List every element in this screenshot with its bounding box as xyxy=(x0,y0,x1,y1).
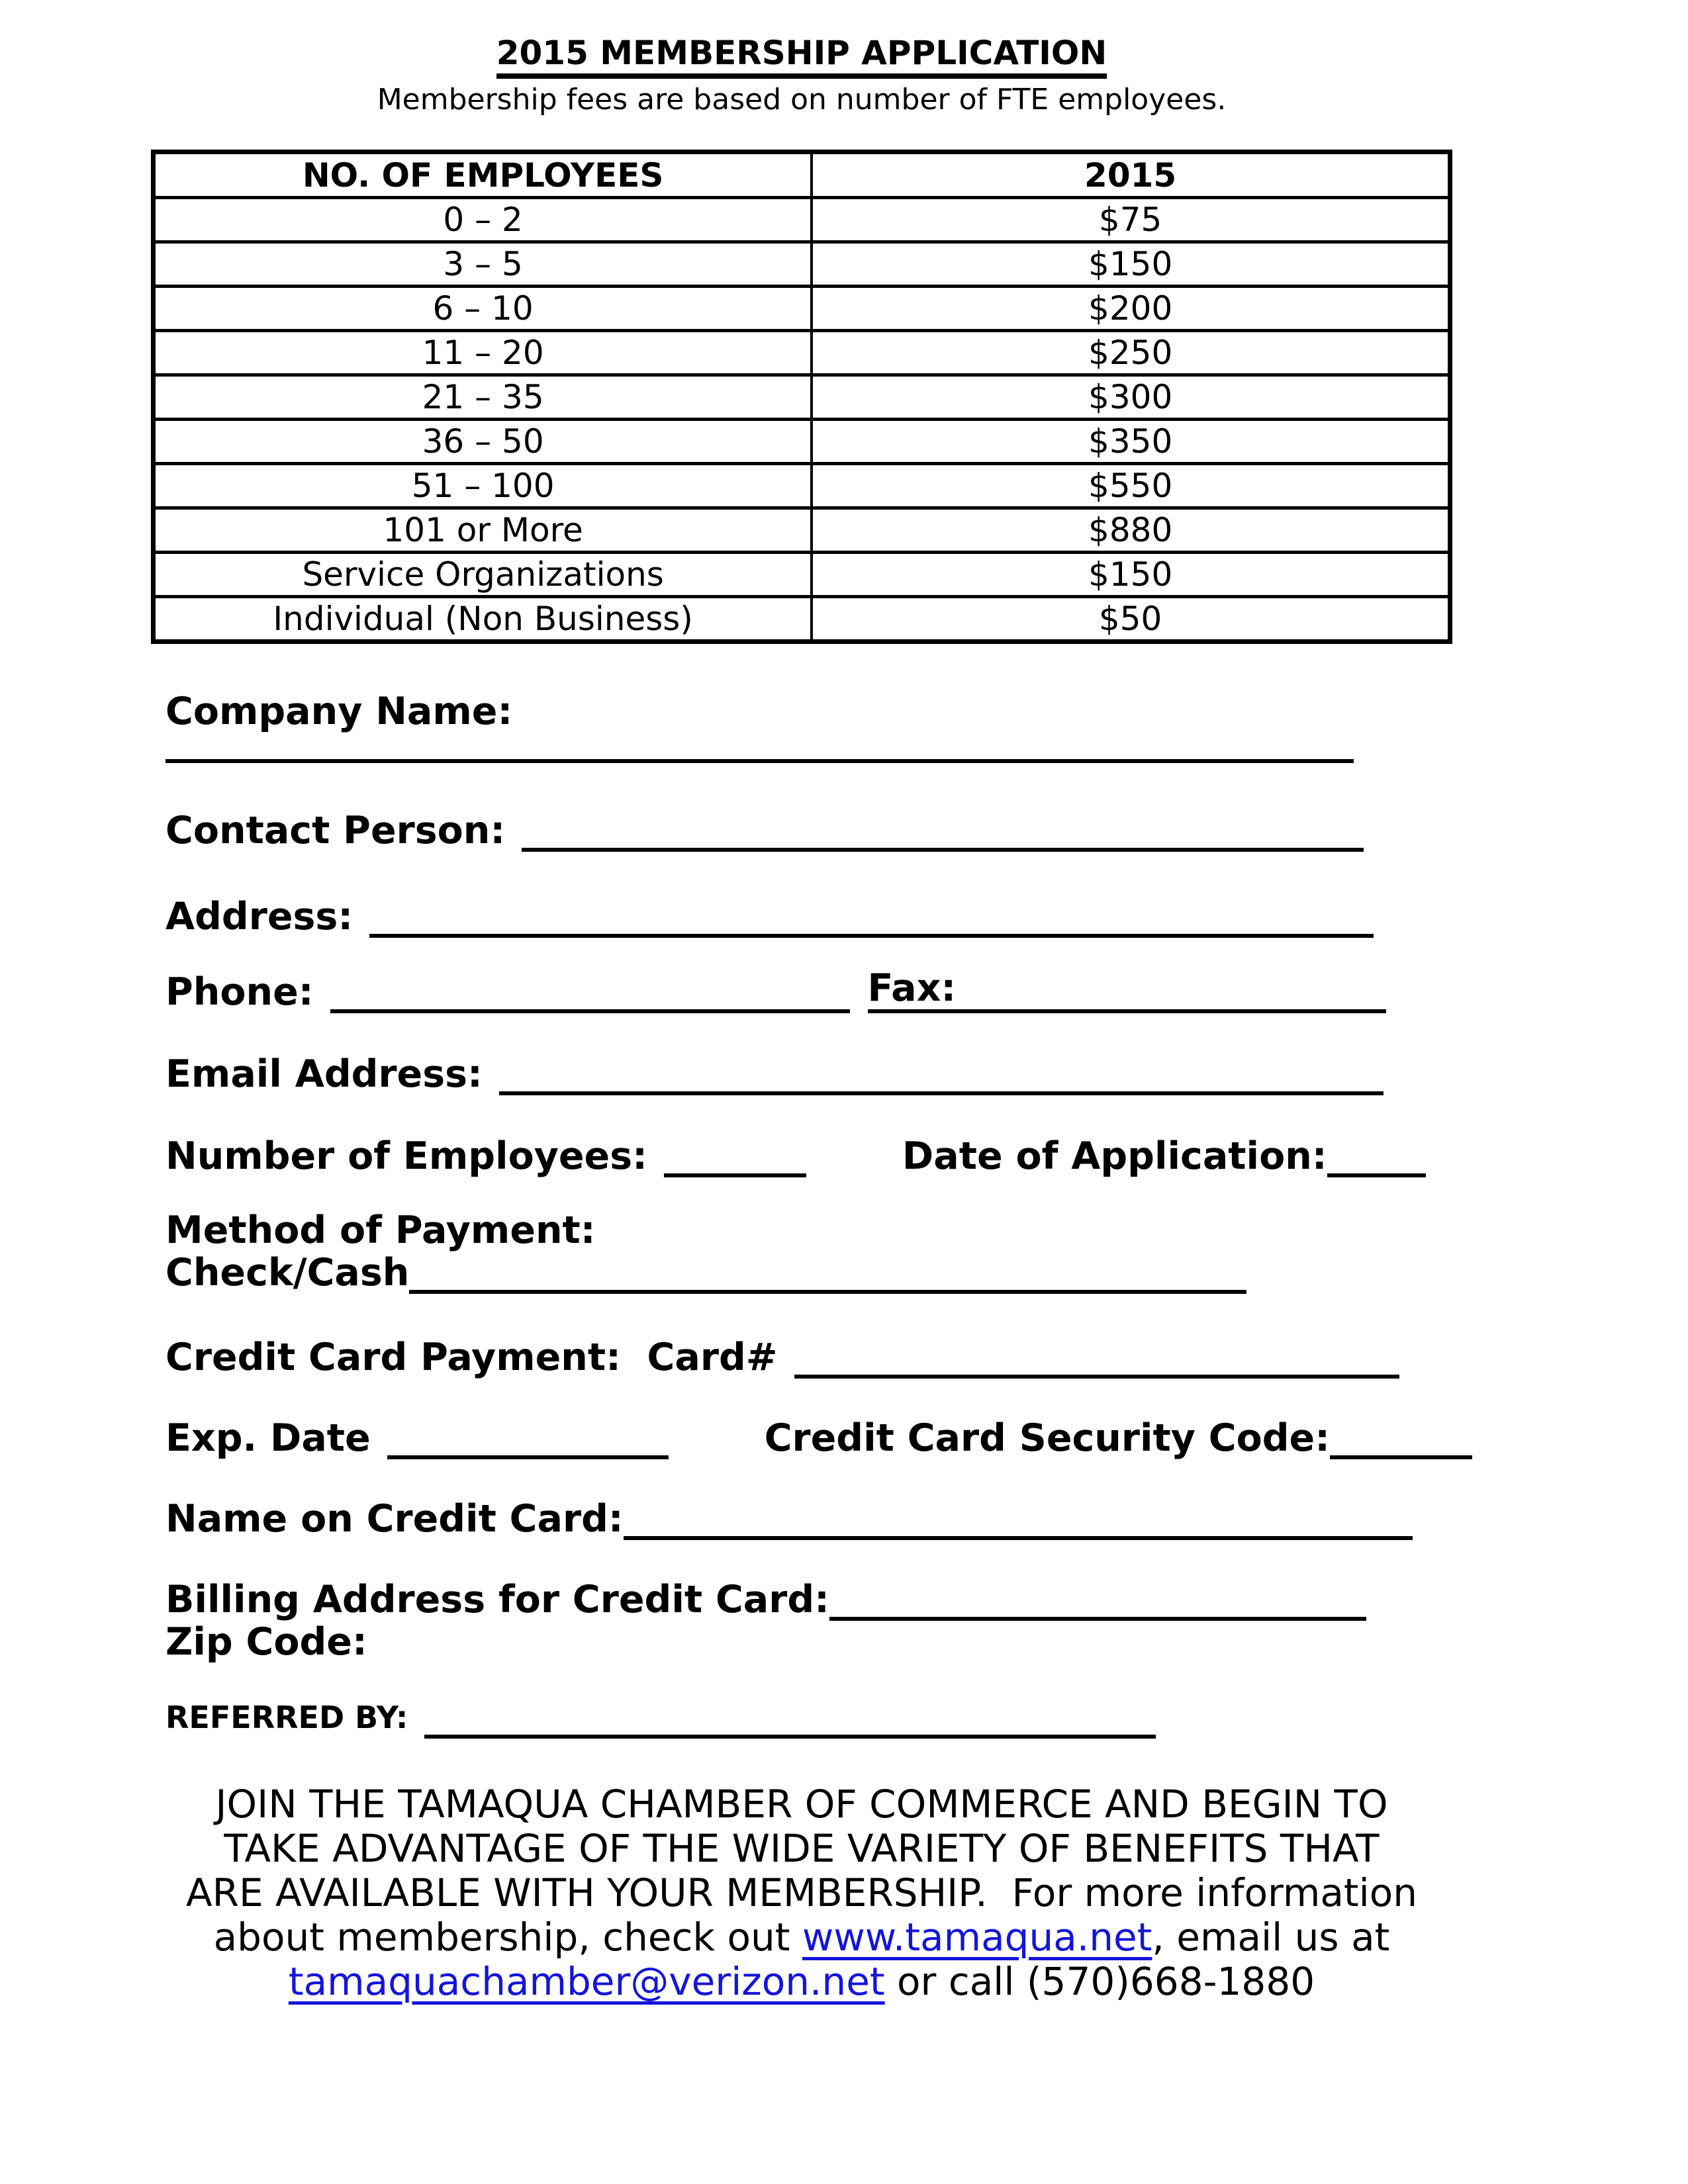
fee-cell: $75 xyxy=(812,198,1450,242)
employee-range-cell: 11 – 20 xyxy=(154,331,812,375)
method-of-payment-label: Method of Payment: xyxy=(165,1208,596,1252)
application-form xyxy=(165,690,1452,1739)
number-of-employees-label: Number of Employees: xyxy=(165,1134,647,1178)
referred-by-blank xyxy=(424,1692,1156,1739)
credit-card-row xyxy=(165,1336,1452,1379)
fee-cell: $150 xyxy=(812,553,1450,597)
fee-table-header-row xyxy=(154,152,1450,198)
fee-table-body xyxy=(154,198,1450,642)
contact-person-label: Contact Person: xyxy=(165,809,506,852)
footer-text: or call (570)668-1880 xyxy=(884,1959,1315,2004)
name-on-card-label: Name on Credit Card: xyxy=(165,1497,624,1541)
fee-cell: $550 xyxy=(812,464,1450,508)
fee-cell: $50 xyxy=(812,597,1450,642)
employee-range-cell: 51 – 100 xyxy=(154,464,812,508)
billing-address-row xyxy=(165,1578,1452,1621)
fax-field-group xyxy=(868,967,1386,1013)
employee-range-cell: 3 – 5 xyxy=(154,242,812,287)
contact-person-row xyxy=(165,809,1452,852)
footer-text: about membership, check out xyxy=(213,1915,802,1960)
employees-date-row xyxy=(165,1135,1452,1177)
fee-cell: $250 xyxy=(812,331,1450,375)
employee-range-cell: 21 – 35 xyxy=(154,375,812,420)
employee-range-cell: 6 – 10 xyxy=(154,287,812,331)
table-row xyxy=(154,331,1450,375)
billing-address-blank xyxy=(829,1574,1366,1621)
date-of-application-blank xyxy=(1327,1131,1426,1177)
page-title: 2015 MEMBERSHIP APPLICATION xyxy=(496,36,1107,79)
method-of-payment-row xyxy=(165,1209,1452,1251)
phone-fax-row xyxy=(165,966,1452,1014)
zip-code-label: Zip Code: xyxy=(165,1620,367,1664)
table-row xyxy=(154,287,1450,331)
table-row xyxy=(154,508,1450,553)
credit-card-payment-label: Credit Card Payment: Card# xyxy=(165,1336,778,1379)
table-row xyxy=(154,420,1450,464)
name-on-card-blank xyxy=(624,1494,1413,1540)
check-cash-blank xyxy=(409,1248,1246,1294)
address-blank xyxy=(369,891,1374,938)
fee-cell: $200 xyxy=(812,287,1450,331)
referred-by-row xyxy=(165,1696,1452,1739)
security-code-blank xyxy=(1330,1413,1472,1459)
fee-cell: $350 xyxy=(812,420,1450,464)
email-label: Email Address: xyxy=(165,1052,483,1096)
exp-date-blank xyxy=(387,1413,669,1459)
name-on-card-row xyxy=(165,1498,1452,1540)
company-name-row xyxy=(165,690,1452,733)
contact-person-blank xyxy=(522,805,1364,852)
exp-date-label: Exp. Date xyxy=(165,1416,371,1460)
billing-address-label: Billing Address for Credit Card: xyxy=(165,1578,829,1621)
footer-line-5 xyxy=(151,1960,1452,2004)
table-row xyxy=(154,464,1450,508)
employee-range-cell: 0 – 2 xyxy=(154,198,812,242)
address-row xyxy=(165,895,1452,938)
tamaqua-website-link[interactable]: www.tamaqua.net xyxy=(802,1915,1152,1960)
email-blank xyxy=(499,1049,1383,1095)
phone-blank xyxy=(330,967,850,1013)
table-row xyxy=(154,597,1450,642)
table-row xyxy=(154,242,1450,287)
fee-table xyxy=(151,150,1452,644)
company-name-label: Company Name: xyxy=(165,690,513,733)
fax-label: Fax: xyxy=(867,966,957,1010)
fee-cell: $150 xyxy=(812,242,1450,287)
footer xyxy=(151,1782,1452,2004)
footer-line-3: ARE AVAILABLE WITH YOUR MEMBERSHIP. For more information xyxy=(185,1870,1418,1915)
fee-table-header-employees: NO. OF EMPLOYEES xyxy=(154,152,812,198)
fee-cell: $300 xyxy=(812,375,1450,420)
table-row xyxy=(154,553,1450,597)
footer-line-2: TAKE ADVANTAGE OF THE WIDE VARIETY OF BENEFITS THAT xyxy=(224,1826,1380,1871)
security-code-label: Credit Card Security Code: xyxy=(764,1416,1330,1460)
email-row xyxy=(165,1053,1452,1095)
date-of-application-label: Date of Application: xyxy=(902,1134,1327,1178)
table-row xyxy=(154,198,1450,242)
page-subtitle: Membership fees are based on number of FTE employees. xyxy=(377,83,1227,116)
referred-by-label: REFERRED BY: xyxy=(165,1700,408,1735)
footer-text: , email us at xyxy=(1152,1915,1390,1960)
employee-range-cell: Individual (Non Business) xyxy=(154,597,812,642)
zip-code-row xyxy=(165,1621,1452,1663)
number-of-employees-blank xyxy=(664,1131,806,1177)
fee-table-header-year: 2015 xyxy=(812,152,1450,198)
footer-line-1: JOIN THE TAMAQUA CHAMBER OF COMMERCE AND BEGIN TO xyxy=(215,1782,1388,1827)
check-cash-row xyxy=(165,1251,1452,1294)
table-row xyxy=(154,375,1450,420)
phone-label: Phone: xyxy=(165,970,314,1014)
exp-date-security-row xyxy=(165,1417,1452,1459)
company-name-blank xyxy=(165,759,1354,763)
address-label: Address: xyxy=(165,895,353,938)
fee-cell: $880 xyxy=(812,508,1450,553)
check-cash-label: Check/Cash xyxy=(165,1251,410,1295)
chamber-email-link[interactable]: tamaquachamber@verizon.net xyxy=(288,1959,885,2004)
employee-range-cell: 101 or More xyxy=(154,508,812,553)
card-number-blank xyxy=(794,1332,1399,1379)
footer-line-4 xyxy=(151,1915,1452,1960)
employee-range-cell: Service Organizations xyxy=(154,553,812,597)
employee-range-cell: 36 – 50 xyxy=(154,420,812,464)
